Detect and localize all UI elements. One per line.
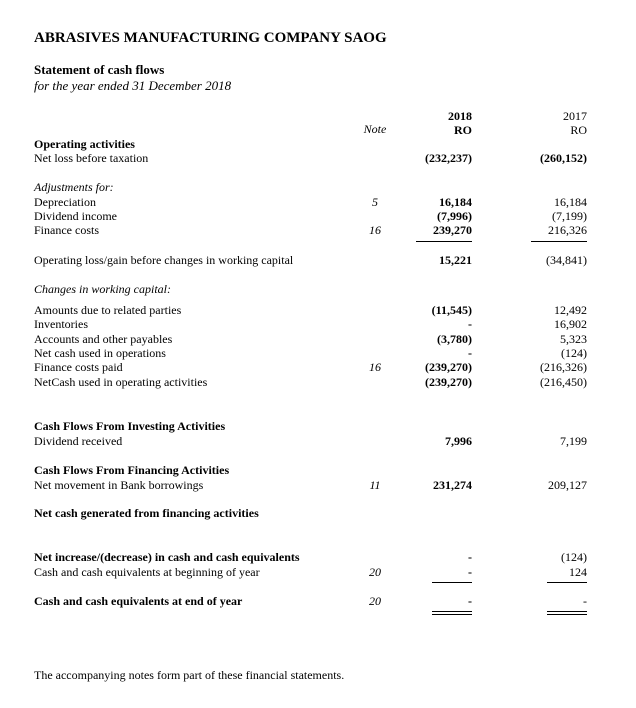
value-2018-finance-costs-paid: (239,270)	[425, 360, 472, 374]
value-2018-depreciation: 16,184	[439, 195, 472, 209]
row-label-inventories: Inventories	[34, 317, 88, 331]
year-2018-header: 2018	[448, 109, 472, 123]
row-label-dividend-received: Dividend received	[34, 434, 123, 448]
subtotal-rule-2018	[416, 241, 472, 242]
row-label-operating-activities: Operating activities	[34, 137, 135, 151]
note-finance-costs: 16	[369, 223, 381, 237]
row-label-net-cash-financing: Net cash generated from financing activities	[34, 506, 259, 520]
value-2017-inventories: 16,902	[554, 317, 587, 331]
row-label-finance-costs: Finance costs	[34, 223, 99, 237]
value-2017-bank-borrowings: 209,127	[548, 478, 587, 492]
subtotal-rule-2017	[531, 241, 587, 242]
row-label-payables: Accounts and other payables	[34, 332, 173, 346]
value-2017-depreciation: 16,184	[554, 195, 587, 209]
value-2018-cash-used-operations: -	[468, 346, 472, 360]
value-2017-finance-costs-paid: (216,326)	[540, 360, 587, 374]
row-label-net-loss: Net loss before taxation	[34, 151, 149, 165]
value-2017-finance-costs: 216,326	[548, 223, 587, 237]
value-2018-dividend-received: 7,996	[445, 434, 472, 448]
row-label-operating-loss-gain: Operating loss/gain before changes in working capital	[34, 253, 294, 267]
value-2017-cash-beginning: 124	[569, 565, 587, 579]
value-2017-net-loss: (260,152)	[540, 151, 587, 165]
row-label-investing-activities: Cash Flows From Investing Activities	[34, 419, 226, 433]
row-label-finance-costs-paid: Finance costs paid	[34, 360, 123, 374]
note-column-header: Note	[363, 122, 387, 136]
statement-period: for the year ended 31 December 2018	[34, 78, 232, 93]
value-2017-operating-loss-gain: (34,841)	[546, 253, 587, 267]
value-2017-net-cash-operating: (216,450)	[540, 375, 587, 389]
value-2018-payables: (3,780)	[437, 332, 472, 346]
value-2017-dividend-income: (7,199)	[552, 209, 587, 223]
value-2017-cash-end: -	[583, 594, 587, 608]
row-label-adjustments: Adjustments for:	[34, 180, 114, 194]
note-bank-borrowings: 11	[369, 478, 381, 492]
row-label-cash-beginning: Cash and cash equivalents at beginning of year	[34, 565, 260, 579]
row-label-financing-activities: Cash Flows From Financing Activities	[34, 463, 230, 477]
note-depreciation: 5	[372, 195, 378, 209]
value-2018-dividend-income: (7,996)	[437, 209, 472, 223]
row-label-cash-end: Cash and cash equivalents at end of year	[34, 594, 243, 608]
value-2018-net-increase: -	[468, 550, 472, 564]
year-2017-header: 2017	[563, 109, 587, 123]
row-label-bank-borrowings: Net movement in Bank borrowings	[34, 478, 204, 492]
unit-2018-header: RO	[454, 123, 472, 137]
row-label-net-increase: Net increase/(decrease) in cash and cash equivalents	[34, 550, 300, 564]
value-2017-related-parties: 12,492	[554, 303, 587, 317]
value-2018-finance-costs: 239,270	[433, 223, 472, 237]
value-2018-net-cash-operating: (239,270)	[425, 375, 472, 389]
note-cash-end: 20	[369, 594, 381, 608]
total-rule-2018	[432, 582, 472, 583]
value-2018-bank-borrowings: 231,274	[433, 478, 472, 492]
value-2017-cash-used-operations: (124)	[561, 346, 587, 360]
unit-2017-header: RO	[570, 123, 587, 137]
value-2018-cash-end: -	[468, 594, 472, 608]
value-2017-dividend-received: 7,199	[560, 434, 587, 448]
row-label-dividend-income: Dividend income	[34, 209, 117, 223]
row-label-changes-working-capital: Changes in working capital:	[34, 282, 171, 296]
value-2018-operating-loss-gain: 15,221	[439, 253, 472, 267]
value-2018-net-loss: (232,237)	[425, 151, 472, 165]
value-2018-related-parties: (11,545)	[431, 303, 472, 317]
row-label-depreciation: Depreciation	[34, 195, 96, 209]
value-2018-cash-beginning: -	[468, 565, 472, 579]
double-rule-2017	[547, 611, 587, 615]
value-2017-net-increase: (124)	[561, 550, 587, 564]
total-rule-2017	[547, 582, 587, 583]
value-2017-payables: 5,323	[560, 332, 587, 346]
company-name: ABRASIVES MANUFACTURING COMPANY SAOG	[34, 30, 387, 46]
value-2018-inventories: -	[468, 317, 472, 331]
row-label-cash-used-operations: Net cash used in operations	[34, 346, 166, 360]
row-label-net-cash-operating: NetCash used in operating activities	[34, 375, 208, 389]
double-rule-2018	[432, 611, 472, 615]
note-cash-beginning: 20	[369, 565, 381, 579]
footer-note: The accompanying notes form part of these financial statements.	[34, 668, 345, 682]
note-finance-costs-paid: 16	[369, 360, 381, 374]
row-label-related-parties: Amounts due to related parties	[34, 303, 182, 317]
statement-title: Statement of cash flows	[34, 62, 165, 77]
